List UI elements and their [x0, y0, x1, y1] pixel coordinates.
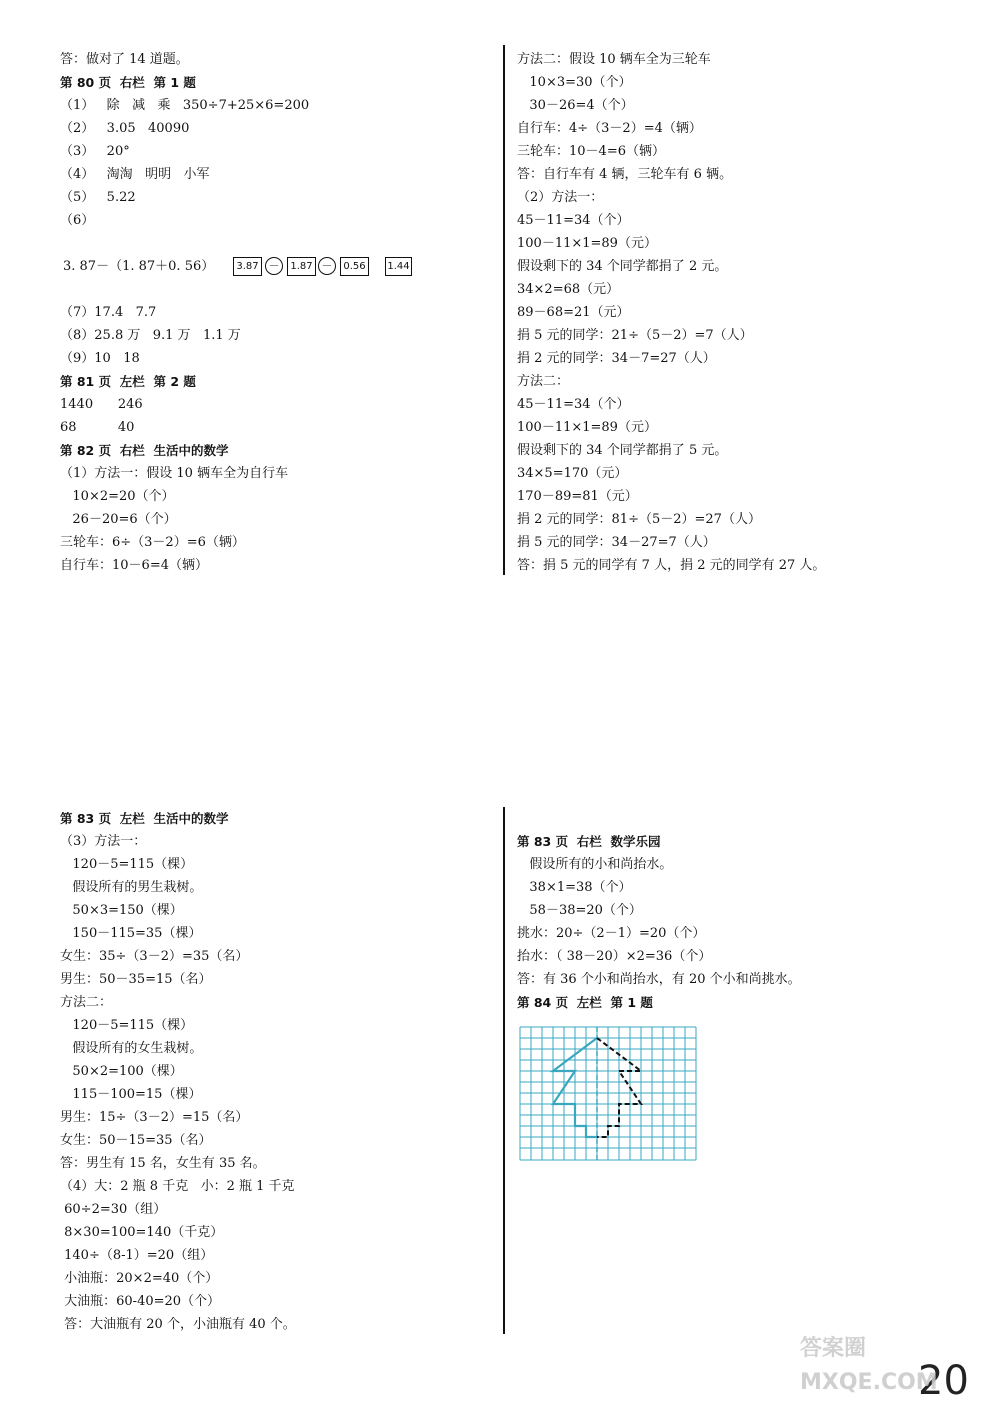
answer-line: 三轮车：10－4=6（辆）: [517, 144, 665, 159]
section-heading: 第 84 页 左栏 第 1 题: [517, 995, 653, 1010]
answer-line: 答：有 36 个小和尚抬水，有 20 个小和尚挑水。: [517, 972, 801, 987]
answer-line: （3）方法一：: [60, 834, 147, 849]
answer-line: 抬水：（ 38－20）×2=36（个）: [517, 949, 712, 964]
column-divider-bottom: [503, 807, 505, 1334]
answer-line: 38×1=38（个）: [517, 880, 632, 895]
number-box-1.87: 1.87: [287, 257, 316, 276]
answer-line: 60÷2=30（组）: [60, 1202, 167, 1217]
answer-line: （2）方法一：: [517, 190, 604, 205]
answer-line: 10×2=20（个）: [60, 489, 175, 504]
answer-line: 89－68=21（元）: [517, 305, 630, 320]
answer-line: 答：自行车有 4 辆，三轮车有 6 辆。: [517, 167, 733, 182]
answer-line: 大油瓶：60-40=20（个）: [60, 1294, 221, 1309]
section-heading: 第 83 页 左栏 生活中的数学: [60, 811, 229, 826]
answer-line: 捐 2 元的同学：81÷（5－2）=27（人）: [517, 512, 761, 527]
answer-line: （4） 淘淘 明明 小军: [60, 167, 210, 182]
answer-line: （4）大：2 瓶 8 千克 小：2 瓶 1 千克: [60, 1179, 295, 1194]
section-heading: 第 81 页 左栏 第 2 题: [60, 374, 196, 389]
answer-line: 挑水：20÷（2－1）=20（个）: [517, 926, 706, 941]
answer-line: 100－11×1=89（元）: [517, 420, 657, 435]
answer-line: （8）25.8 万 9.1 万 1.1 万: [60, 328, 241, 343]
answer-line: 45－11=34（个）: [517, 397, 630, 412]
answer-line: 8×30=100=140（千克）: [60, 1225, 224, 1240]
answer-line: 68 40: [60, 420, 135, 435]
answer-line: 120－5=115（棵）: [60, 1018, 194, 1033]
answer-line: 捐 5 元的同学：34－27=7（人）: [517, 535, 716, 550]
number-box-0.56: 0.56: [340, 257, 369, 276]
answer-line: 50×2=100（棵）: [60, 1064, 183, 1079]
answer-line: （6）: [60, 213, 95, 228]
answer-line: 26－20=6（个）: [60, 512, 177, 527]
answer-line: 答：男生有 15 名，女生有 35 名。: [60, 1156, 266, 1171]
answer-line: 三轮车：6÷（3－2）=6（辆）: [60, 535, 245, 550]
answer-line: 58－38=20（个）: [517, 903, 642, 918]
answer-line: 50×3=150（棵）: [60, 903, 183, 918]
answer-line: 答：做对了 14 道题。: [60, 52, 189, 67]
watermark: 答案圈 MXQE.COM: [800, 1336, 938, 1395]
answer-line: 1440 246: [60, 397, 143, 412]
answer-line: 假设剩下的 34 个同学都捐了 2 元。: [517, 259, 728, 274]
answer-line: 女生：35÷（3－2）=35（名）: [60, 949, 249, 964]
answer-line: 34×2=68（元）: [517, 282, 620, 297]
answer-line: 小油瓶：20×2=40（个）: [60, 1271, 219, 1286]
answer-line: 假设所有的男生栽树。: [60, 880, 203, 895]
answer-line: （9）10 18: [60, 351, 140, 366]
section-heading: 第 82 页 右栏 生活中的数学: [60, 443, 229, 458]
answer-line: 答：大油瓶有 20 个，小油瓶有 40 个。: [60, 1317, 296, 1332]
answer-line: 方法二：假设 10 辆车全为三轮车: [517, 52, 711, 67]
section-heading: 第 80 页 右栏 第 1 题: [60, 75, 196, 90]
answer-line: （1）方法一：假设 10 辆车全为自行车: [60, 466, 289, 481]
answer-line: 假设所有的女生栽树。: [60, 1041, 203, 1056]
minus-circle-1: －: [265, 257, 283, 275]
answer-line: 假设剩下的 34 个同学都捐了 5 元。: [517, 443, 728, 458]
answer-line: 答：捐 5 元的同学有 7 人，捐 2 元的同学有 27 人。: [517, 558, 826, 573]
answer-line: 男生：50－35=15（名）: [60, 972, 212, 987]
answer-line: 自行车：10－6=4（辆）: [60, 558, 208, 573]
column-divider-top: [503, 45, 505, 575]
answer-line: 捐 5 元的同学：21÷（5－2）=7（人）: [517, 328, 753, 343]
answer-line: 140÷（8-1）=20（组）: [60, 1248, 214, 1263]
section-heading: 第 83 页 右栏 数学乐园: [517, 834, 661, 849]
answer-line: （7）17.4 7.7: [60, 305, 157, 320]
answer-line: 115－100=15（棵）: [60, 1087, 202, 1102]
answer-line: 45－11=34（个）: [517, 213, 630, 228]
answer-line: （1） 除 减 乘 350÷7+25×6=200: [60, 98, 310, 113]
answer-line: 方法二：: [517, 374, 570, 389]
answer-line: 男生：15÷（3－2）=15（名）: [60, 1110, 249, 1125]
answer-line: （3） 20°: [60, 144, 130, 159]
minus-circle-2: －: [318, 257, 336, 275]
answer-line: 10×3=30（个）: [517, 75, 632, 90]
result-box-1.44: 1.44: [385, 257, 412, 276]
answer-line: 捐 2 元的同学：34－7=27（人）: [517, 351, 716, 366]
answer-line: （5） 5.22: [60, 190, 136, 205]
answer-line: 170－89=81（元）: [517, 489, 638, 504]
answer-line: 女生：50－15=35（名）: [60, 1133, 212, 1148]
answer-line: 34×5=170（元）: [517, 466, 628, 481]
answer-line: 100－11×1=89（元）: [517, 236, 657, 251]
q6-expression: 3. 87－（1. 87＋0. 56）: [63, 259, 215, 274]
answer-line: 150－115=35（棵）: [60, 926, 202, 941]
answer-line: 30－26=4（个）: [517, 98, 634, 113]
page-number: 20: [918, 1358, 969, 1404]
answer-line: 120－5=115（棵）: [60, 857, 194, 872]
answer-line: （2） 3.05 40090: [60, 121, 190, 136]
symmetry-grid-diagram: [519, 1026, 699, 1162]
number-box-3.87: 3.87: [233, 257, 262, 276]
answer-line: 假设所有的小和尚抬水。: [517, 857, 673, 872]
answer-line: 自行车：4÷（3－2）=4（辆）: [517, 121, 702, 136]
grid-lines: [520, 1027, 696, 1160]
answer-line: 方法二：: [60, 995, 113, 1010]
